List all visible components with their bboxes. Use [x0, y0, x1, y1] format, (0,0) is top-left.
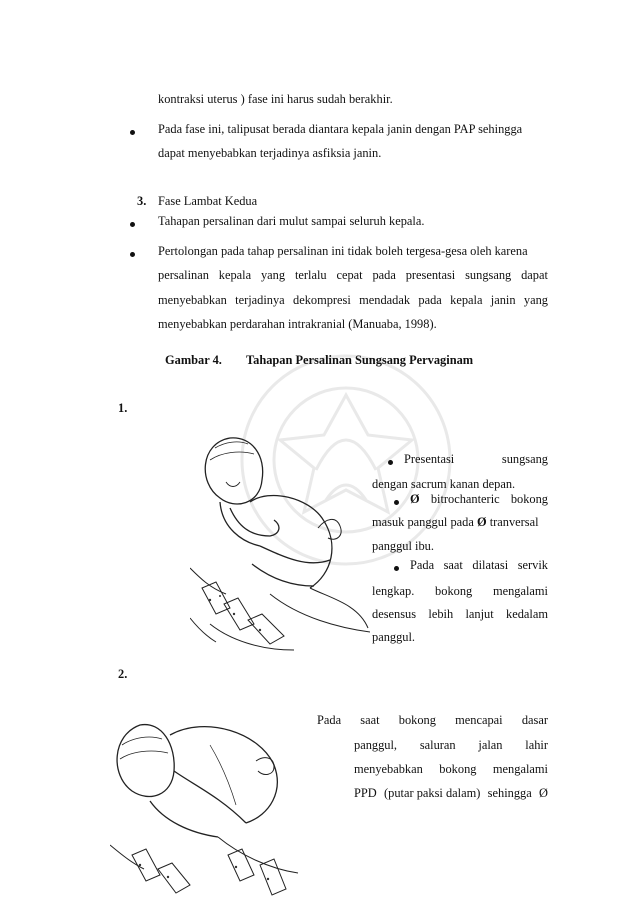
- section3-bullet2-line4: menyebabkan perdarahan intrakranial (Manuaba, 1998).: [158, 317, 437, 331]
- bullet-dot: [388, 460, 393, 465]
- word: terlalu: [294, 268, 327, 282]
- section3-bullet1: Tahapan persalinan dari mulut sampai seluruh kepala.: [158, 214, 425, 228]
- word: mengalami: [492, 762, 548, 776]
- step1-b3-line1: [410, 558, 548, 573]
- section3-bullet2-line3: [158, 293, 548, 308]
- word: jalan: [478, 738, 503, 752]
- word: pada: [418, 293, 442, 307]
- word: kepala: [450, 293, 483, 307]
- word: Pada: [317, 713, 342, 727]
- word: mendadak: [359, 293, 411, 307]
- word: Pada: [410, 558, 435, 572]
- diameter-symbol: Ø: [476, 515, 487, 529]
- word: dapat: [521, 268, 548, 282]
- word: lanjut: [465, 607, 494, 621]
- figure-caption-label: Gambar 4.: [165, 353, 222, 367]
- bullet-dot: [130, 252, 135, 257]
- word: yang: [260, 268, 286, 282]
- word: menyebabkan: [158, 293, 227, 307]
- step1-b2-line2: [372, 515, 539, 530]
- bullet-dot: [394, 500, 399, 505]
- word: lahir: [525, 738, 548, 752]
- section3-title: Fase Lambat Kedua: [158, 194, 258, 208]
- word: bokong: [439, 762, 477, 776]
- word: panggul,: [354, 738, 398, 752]
- step2-line4: [354, 786, 548, 801]
- bullet-pap-line2: dapat menyebabkan terjadinya asfiksia janin.: [158, 146, 382, 160]
- step1-b1-line1: [404, 452, 548, 467]
- word: cepat: [336, 268, 363, 282]
- word: servik: [517, 558, 548, 572]
- step2-line2: [354, 738, 548, 753]
- section3-bullet2-line2: [158, 268, 548, 283]
- word: saluran: [419, 738, 456, 752]
- word: janin: [490, 293, 516, 307]
- step1-b1-line2: dengan sacrum kanan depan.: [372, 477, 516, 491]
- word: terjadinya: [235, 293, 285, 307]
- word: mencapai: [455, 713, 503, 727]
- word: Presentasi: [404, 452, 455, 466]
- bullet-dot: [394, 566, 399, 571]
- step2-line1: [317, 713, 548, 728]
- word: sehingga: [487, 786, 532, 800]
- word: pada: [372, 268, 396, 282]
- word: desensus: [372, 607, 417, 621]
- word: kepala: [218, 268, 252, 282]
- section3-bullet2-line1: Pertolongan pada tahap persalinan ini tidak boleh tergesa-gesa oleh karena: [158, 244, 528, 258]
- word: persalinan: [158, 268, 209, 282]
- step1-b2-line1: [410, 492, 548, 507]
- intro-line: kontraksi uterus ) fase ini harus sudah berakhir.: [158, 92, 393, 106]
- word: bokong: [435, 584, 473, 598]
- step1-b2-line3: panggul ibu.: [372, 539, 434, 553]
- step1-number: 1.: [118, 401, 128, 415]
- diameter-symbol: Ø: [410, 492, 420, 506]
- word: presentasi: [405, 268, 456, 282]
- bullet-dot: [130, 222, 135, 227]
- step1-b3-line4: panggul.: [372, 630, 416, 644]
- step1-b3-line3: [372, 607, 548, 622]
- word: bokong: [398, 713, 436, 727]
- figure-caption-title: Tahapan Persalinan Sungsang Pervaginam: [246, 353, 474, 367]
- section3-number: 3.: [137, 194, 147, 208]
- breech-figure-2: [110, 705, 300, 903]
- word: dilatasi: [472, 558, 509, 572]
- breech-figure-1: [190, 418, 370, 658]
- word: menyebabkan: [354, 762, 423, 776]
- word: sungsang: [501, 452, 548, 466]
- word: PPD: [354, 786, 377, 800]
- word: saat: [360, 713, 380, 727]
- bullet-pap-line1: Pada fase ini, talipusat berada diantara kepala janin dengan PAP sehingga: [158, 122, 523, 136]
- word: lengkap.: [372, 584, 415, 598]
- word: saat: [443, 558, 463, 572]
- step2-number: 2.: [118, 667, 128, 681]
- word: bitrochanteric: [430, 492, 500, 506]
- word: yang: [523, 293, 548, 307]
- bullet-dot: [130, 130, 135, 135]
- word: bokong: [510, 492, 548, 506]
- word: kedalam: [506, 607, 548, 621]
- word: lebih: [428, 607, 454, 621]
- word: (putar paksi dalam): [384, 786, 481, 800]
- step1-b3-line2: [372, 584, 548, 599]
- text-part: masuk panggul pada: [372, 515, 477, 529]
- step2-line3: [354, 762, 548, 777]
- word: sungsang: [465, 268, 512, 282]
- word: dekompresi: [293, 293, 351, 307]
- word: dasar: [521, 713, 548, 727]
- diameter-symbol: Ø: [539, 786, 548, 800]
- text-part: tranversal: [486, 515, 539, 529]
- word: mengalami: [492, 584, 548, 598]
